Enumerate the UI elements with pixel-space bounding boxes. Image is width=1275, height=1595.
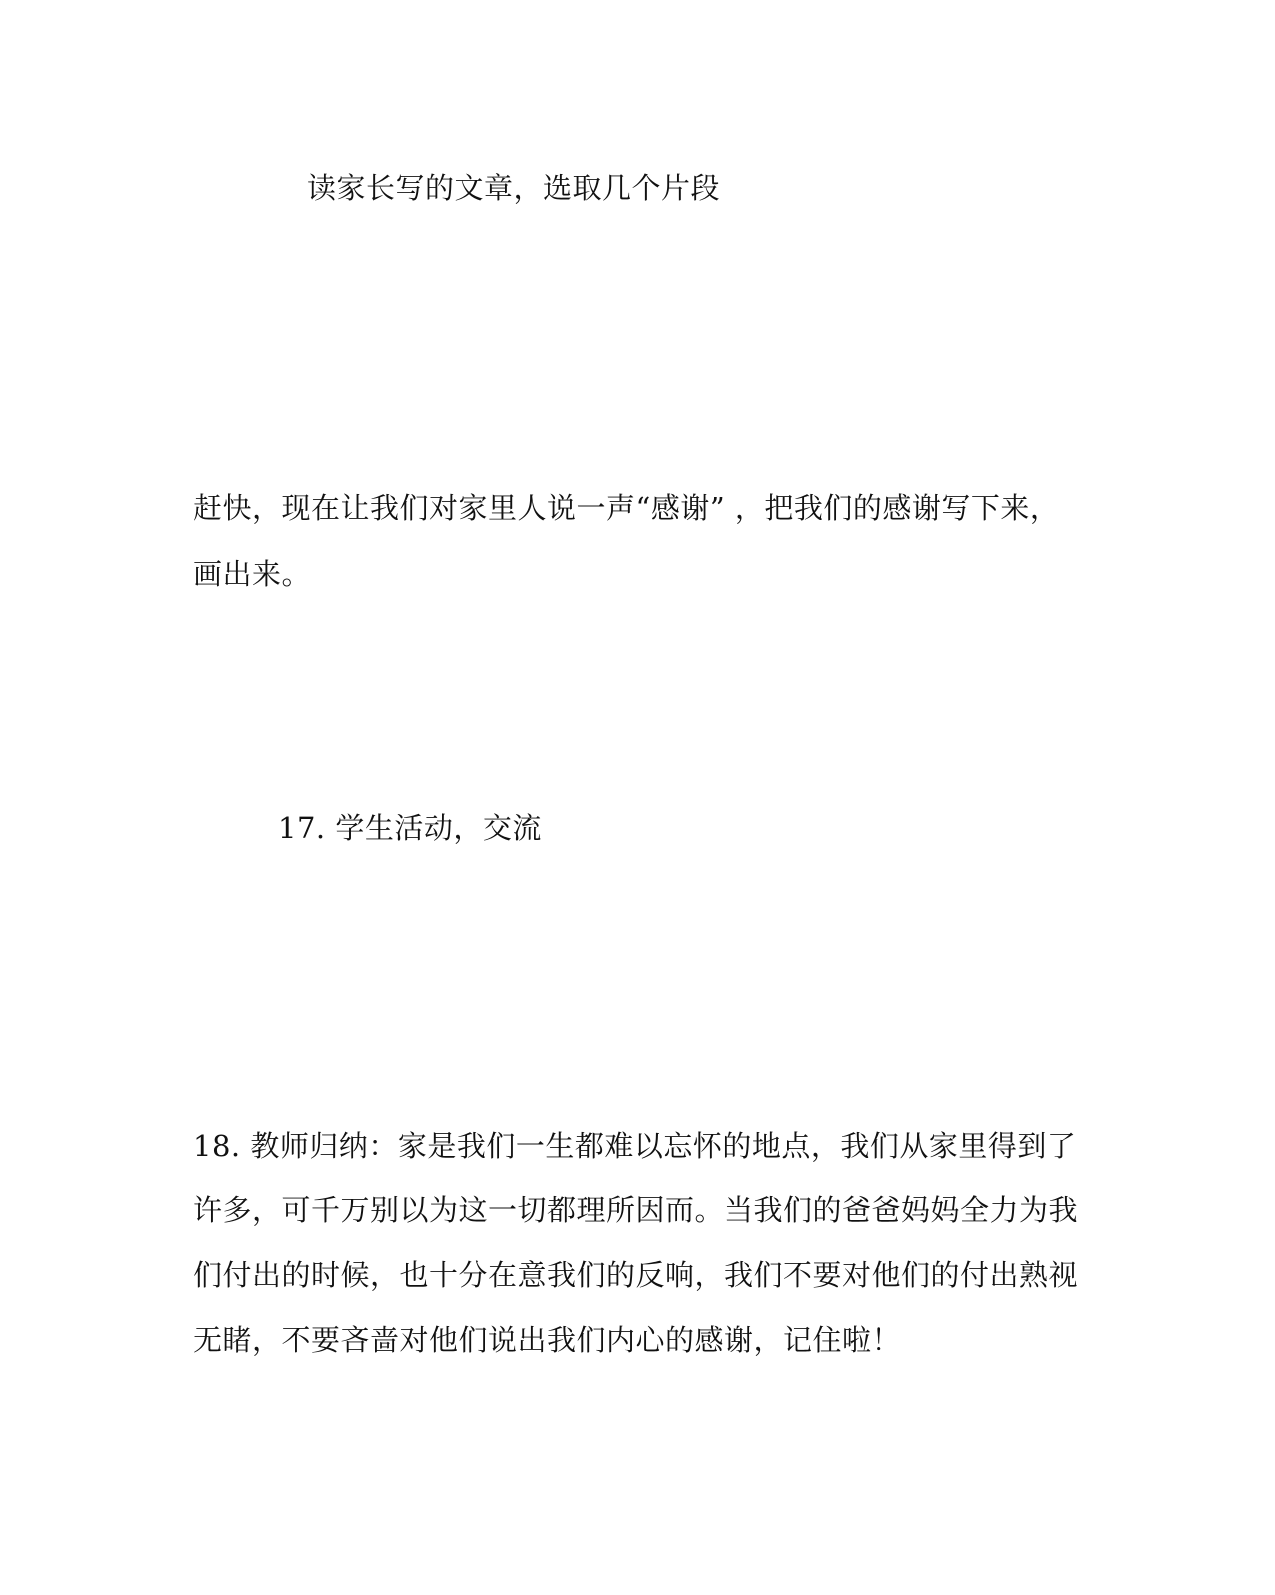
step-18-summary-line-1: 18. 教师归纳：家是我们一生都难以忘怀的地点，我们从家里得到了 <box>193 1129 1077 1163</box>
paragraph-say-thanks-line-2: 画出来。 <box>193 557 312 591</box>
step-18-summary-line-2: 许多，可千万别以为这一切都理所因而。当我们的爸爸妈妈全力为我 <box>193 1193 1079 1227</box>
paragraph-say-thanks-line-1: 赶快，现在让我们对家里人说一声“感谢” ，把我们的感谢写下来， <box>193 491 1060 525</box>
step-18-summary-line-3: 们付出的时候，也十分在意我们的反响，我们不要对他们的付出熟视 <box>193 1258 1079 1292</box>
paragraph-read-parent-article: 读家长写的文章，选取几个片段 <box>307 171 721 205</box>
step-17-student-activity: 17. 学生活动，交流 <box>278 811 542 845</box>
step-18-summary-line-4: 无睹，不要吝啬对他们说出我们内心的感谢，记住啦！ <box>193 1323 902 1357</box>
